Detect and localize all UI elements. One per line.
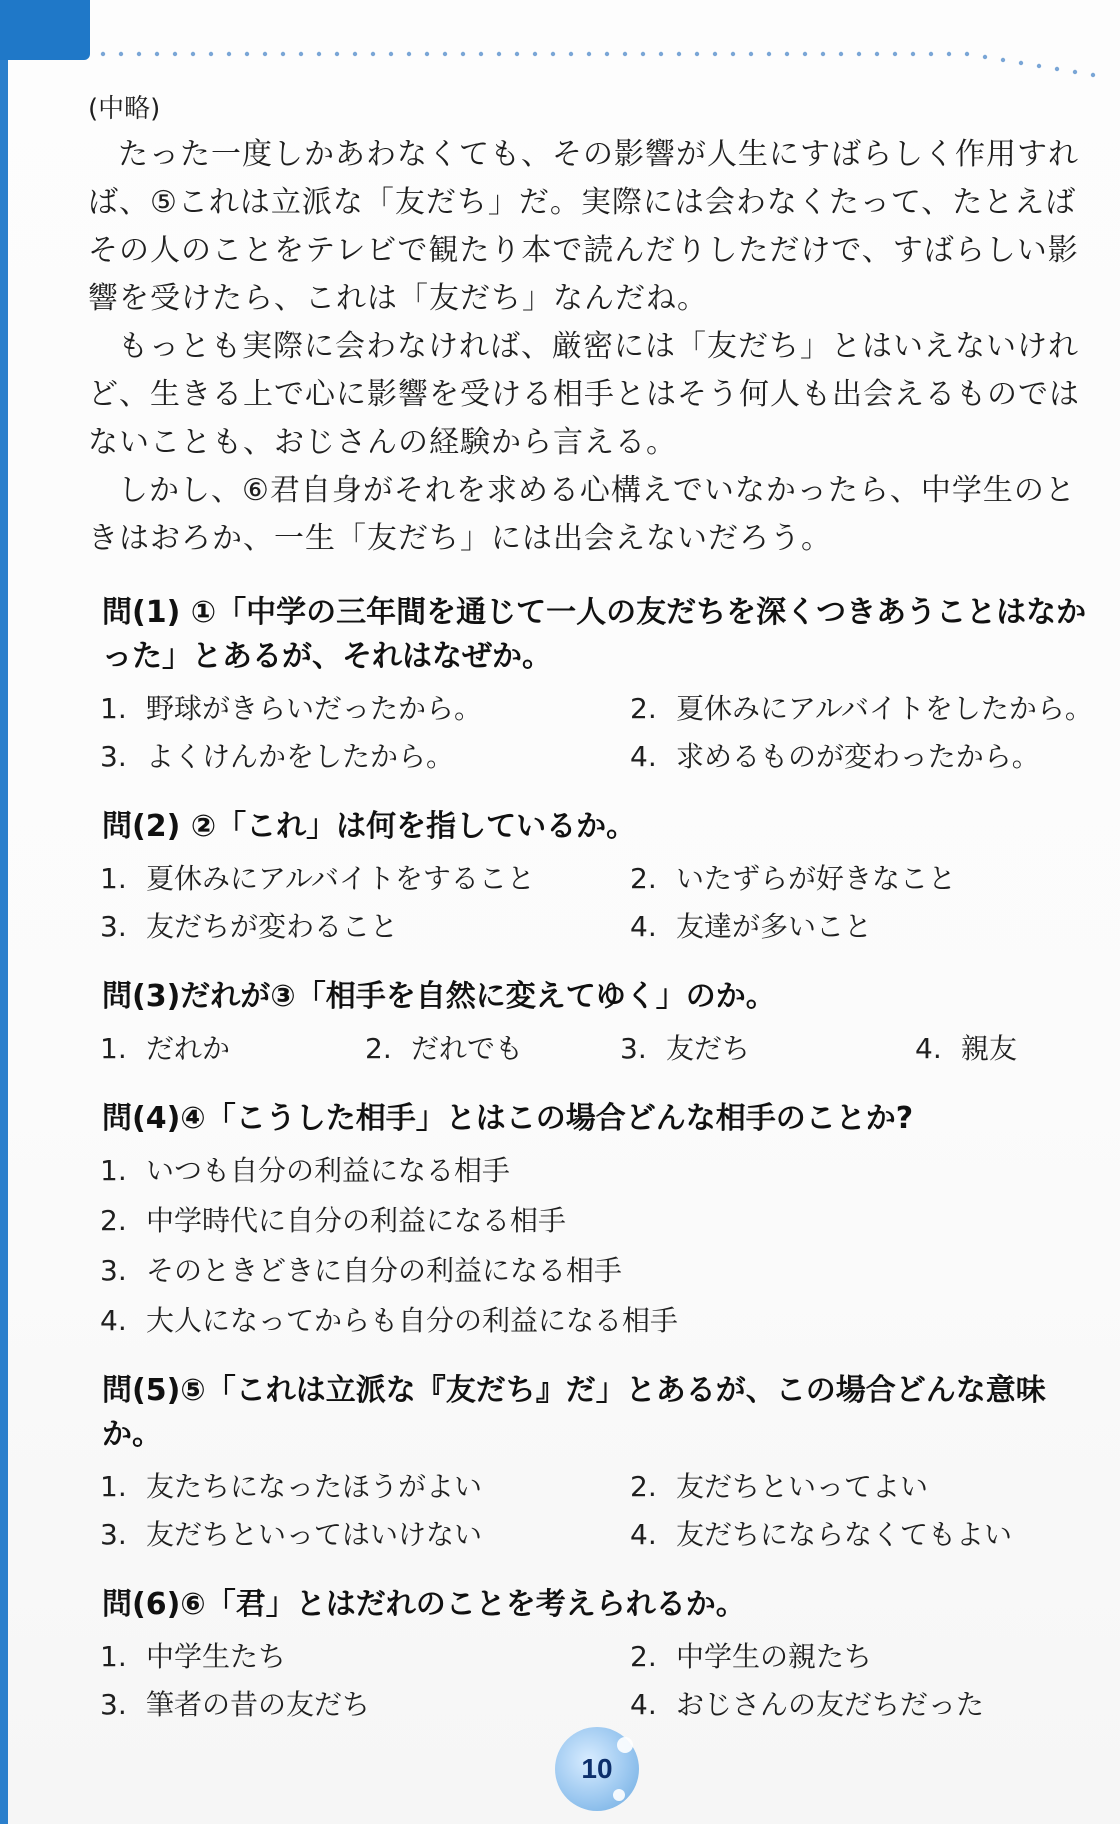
option-number: 4.	[100, 1304, 127, 1337]
option-text: おじさんの友だちだった	[676, 1688, 985, 1721]
border-dot	[263, 52, 267, 56]
option-number: 4.	[630, 1518, 657, 1551]
border-dot	[893, 52, 897, 56]
option-number: 4.	[630, 910, 657, 943]
passage-paragraph-3: しかし、⑥君自身がそれを求める心構えでいなかったら、中学生のときはおろか、一生「友だち」には出会えないだろう。	[88, 473, 1076, 556]
question-title: 問(1) ①「中学の三年間を通じて一人の友だちを深くつきあうことはなかった」とあるが、それはなぜか。	[102, 595, 1087, 674]
option-3[interactable]	[100, 737, 630, 777]
border-dot	[155, 52, 159, 56]
option-2[interactable]	[630, 689, 1100, 729]
option-number: 1.	[100, 1470, 127, 1503]
border-dot	[479, 52, 483, 56]
passage-paragraph-1: たった一度しかあわなくても、その影響が人生にすばらしく作用すれば、⑤これは立派な「友だち」だ。実際には会わなくたって、たとえばその人のことをテレビで観たり本で読んだりしただけで、すばらしい影響を受けたら、これは「友だち」なんだね。	[88, 137, 1079, 316]
side-strip	[0, 60, 8, 1824]
option-2[interactable]	[365, 1029, 620, 1069]
options-list	[100, 1151, 1088, 1341]
option-number: 4.	[630, 1688, 657, 1721]
border-dot	[767, 52, 771, 56]
question-title: 問(4)④「こうした相手」とはこの場合どんな相手のことか?	[102, 1101, 914, 1136]
option-text: 夏休みにアルバイトをすること	[146, 862, 535, 895]
option-4[interactable]	[630, 737, 1100, 777]
option-text: 中学生の親たち	[676, 1640, 873, 1673]
passage-paragraph-2: もっとも実際に会わなければ、厳密には「友だち」とはいえないけれど、生きる上で心に影響を受ける相手とはそう何人も出会えるものではないことも、おじさんの経験から言える。	[88, 329, 1080, 460]
option-number: 2.	[630, 1640, 657, 1673]
option-number: 2.	[100, 1204, 127, 1237]
border-dot	[1001, 58, 1005, 62]
border-dot	[641, 52, 645, 56]
dotted-border	[95, 48, 1100, 88]
border-dot	[245, 52, 249, 56]
border-dot	[1055, 67, 1059, 71]
omission-marker: (中略)	[88, 94, 161, 124]
option-1[interactable]	[100, 1151, 1088, 1191]
border-dot	[389, 52, 393, 56]
question-5	[88, 1369, 1088, 1555]
option-number: 3.	[100, 1688, 127, 1721]
border-dot	[947, 52, 951, 56]
option-number: 2.	[630, 1470, 657, 1503]
option-number: 1.	[100, 1154, 127, 1187]
option-text: 大人になってからも自分の利益になる相手	[146, 1304, 679, 1337]
border-dot	[461, 52, 465, 56]
border-dot	[173, 52, 177, 56]
options-list	[100, 1467, 1088, 1555]
option-number: 3.	[100, 1254, 127, 1287]
border-dot	[335, 52, 339, 56]
option-text: 友達が多いこと	[676, 910, 873, 943]
border-dot	[569, 52, 573, 56]
border-dot	[731, 52, 735, 56]
option-number: 1.	[100, 862, 127, 895]
page-number: 10	[581, 1753, 613, 1784]
border-dot	[857, 52, 861, 56]
options-list	[100, 859, 1088, 947]
content-area	[88, 88, 1093, 1725]
option-number: 1.	[100, 692, 127, 725]
option-number: 2.	[630, 692, 657, 725]
question-title: 問(5)⑤「これは立派な『友だち』だ」とあるが、この場合どんな意味か。	[102, 1373, 1046, 1452]
question-title: 問(3)だれが③「相手を自然に変えてゆく」のか。	[102, 979, 776, 1014]
border-dot	[695, 52, 699, 56]
option-number: 4.	[630, 740, 657, 773]
option-number: 1.	[100, 1640, 127, 1673]
border-dot	[497, 52, 501, 56]
option-text: 中学生たち	[146, 1640, 287, 1673]
border-dot	[839, 52, 843, 56]
border-dot	[533, 52, 537, 56]
border-dot	[713, 52, 717, 56]
option-text: だれでも	[411, 1032, 524, 1065]
option-text: 夏休みにアルバイトをしたから。	[676, 692, 1093, 725]
question-1	[88, 591, 1093, 777]
border-dot	[965, 52, 969, 56]
option-4[interactable]	[915, 1029, 1115, 1069]
option-1[interactable]	[100, 1029, 365, 1069]
border-dot	[443, 52, 447, 56]
option-text: いつも自分の利益になる相手	[146, 1154, 511, 1187]
option-1[interactable]	[100, 859, 630, 899]
option-4[interactable]	[100, 1301, 1088, 1341]
option-text: 友だちにならなくてもよい	[676, 1518, 1013, 1551]
border-dot	[677, 52, 681, 56]
border-dot	[659, 52, 663, 56]
option-1[interactable]	[100, 1637, 630, 1677]
option-text: 友だちといってはいけない	[146, 1518, 483, 1551]
option-text: 友だちが変わること	[146, 910, 399, 943]
border-dot	[803, 52, 807, 56]
option-4[interactable]	[630, 907, 1100, 947]
option-number: 3.	[100, 1518, 127, 1551]
option-3[interactable]	[620, 1029, 915, 1069]
question-title: 問(6)⑥「君」とはだれのことを考えられるか。	[102, 1587, 746, 1622]
border-dot	[623, 52, 627, 56]
border-dot	[407, 52, 411, 56]
border-dot	[317, 52, 321, 56]
border-dot	[1037, 64, 1041, 68]
question-3	[88, 975, 1088, 1069]
border-dot	[821, 52, 825, 56]
page-number-badge	[555, 1727, 639, 1811]
question-4	[88, 1097, 1088, 1341]
option-2[interactable]	[630, 1637, 1100, 1677]
option-number: 3.	[100, 740, 127, 773]
option-text: 筆者の昔の友だち	[146, 1688, 371, 1721]
question-title: 問(2) ②「これ」は何を指しているか。	[102, 809, 637, 844]
option-text: 求めるものが変わったから。	[676, 740, 1040, 773]
options-list	[100, 1029, 1088, 1069]
border-dot	[227, 52, 231, 56]
option-4[interactable]	[630, 1685, 1100, 1725]
border-dot	[911, 52, 915, 56]
option-3[interactable]	[100, 907, 630, 947]
border-dot	[281, 52, 285, 56]
option-3[interactable]	[100, 1251, 1088, 1291]
border-dot	[785, 52, 789, 56]
flower-icon	[617, 1737, 633, 1753]
option-number: 2.	[365, 1032, 392, 1065]
option-number: 2.	[630, 862, 657, 895]
border-dot	[209, 52, 213, 56]
option-4[interactable]	[630, 1515, 1100, 1555]
border-dot	[299, 52, 303, 56]
option-number: 3.	[620, 1032, 647, 1065]
option-text: だれか	[146, 1032, 231, 1065]
border-dot	[353, 52, 357, 56]
flower-icon	[613, 1789, 625, 1801]
border-dot	[191, 52, 195, 56]
options-list	[100, 689, 1093, 777]
border-dot	[1019, 61, 1023, 65]
option-3[interactable]	[100, 1685, 630, 1725]
border-dot	[137, 52, 141, 56]
border-dot	[1073, 70, 1077, 74]
option-number: 4.	[915, 1032, 942, 1065]
option-text: 中学時代に自分の利益になる相手	[146, 1204, 567, 1237]
border-dot	[371, 52, 375, 56]
option-text: そのときどきに自分の利益になる相手	[146, 1254, 623, 1287]
border-dot	[515, 52, 519, 56]
option-text: よくけんかをしたから。	[146, 740, 455, 773]
options-list	[100, 1637, 1088, 1725]
option-2[interactable]	[630, 859, 1100, 899]
border-dot	[425, 52, 429, 56]
option-number: 3.	[100, 910, 127, 943]
option-text: 親友	[961, 1032, 1018, 1065]
question-2	[88, 805, 1088, 947]
question-6	[88, 1583, 1088, 1725]
option-text: 野球がきらいだったから。	[146, 692, 483, 725]
border-dot	[749, 52, 753, 56]
border-dot	[1091, 73, 1095, 77]
dot-row	[101, 52, 1095, 77]
option-2[interactable]	[100, 1201, 1088, 1241]
option-number: 1.	[100, 1032, 127, 1065]
border-dot	[875, 52, 879, 56]
border-dot	[587, 52, 591, 56]
border-dot	[119, 52, 123, 56]
border-dot	[551, 52, 555, 56]
border-dot	[605, 52, 609, 56]
option-text: 友だち	[666, 1032, 751, 1065]
option-1[interactable]	[100, 1467, 630, 1507]
corner-tab	[0, 0, 90, 60]
option-3[interactable]	[100, 1515, 630, 1555]
option-2[interactable]	[630, 1467, 1100, 1507]
option-1[interactable]	[100, 689, 630, 729]
border-dot	[101, 52, 105, 56]
option-text: 友たちになったほうがよい	[146, 1470, 483, 1503]
border-dot	[929, 52, 933, 56]
option-text: 友だちといってよい	[676, 1470, 929, 1503]
option-text: いたずらが好きなこと	[676, 862, 957, 895]
border-dot	[983, 55, 987, 59]
